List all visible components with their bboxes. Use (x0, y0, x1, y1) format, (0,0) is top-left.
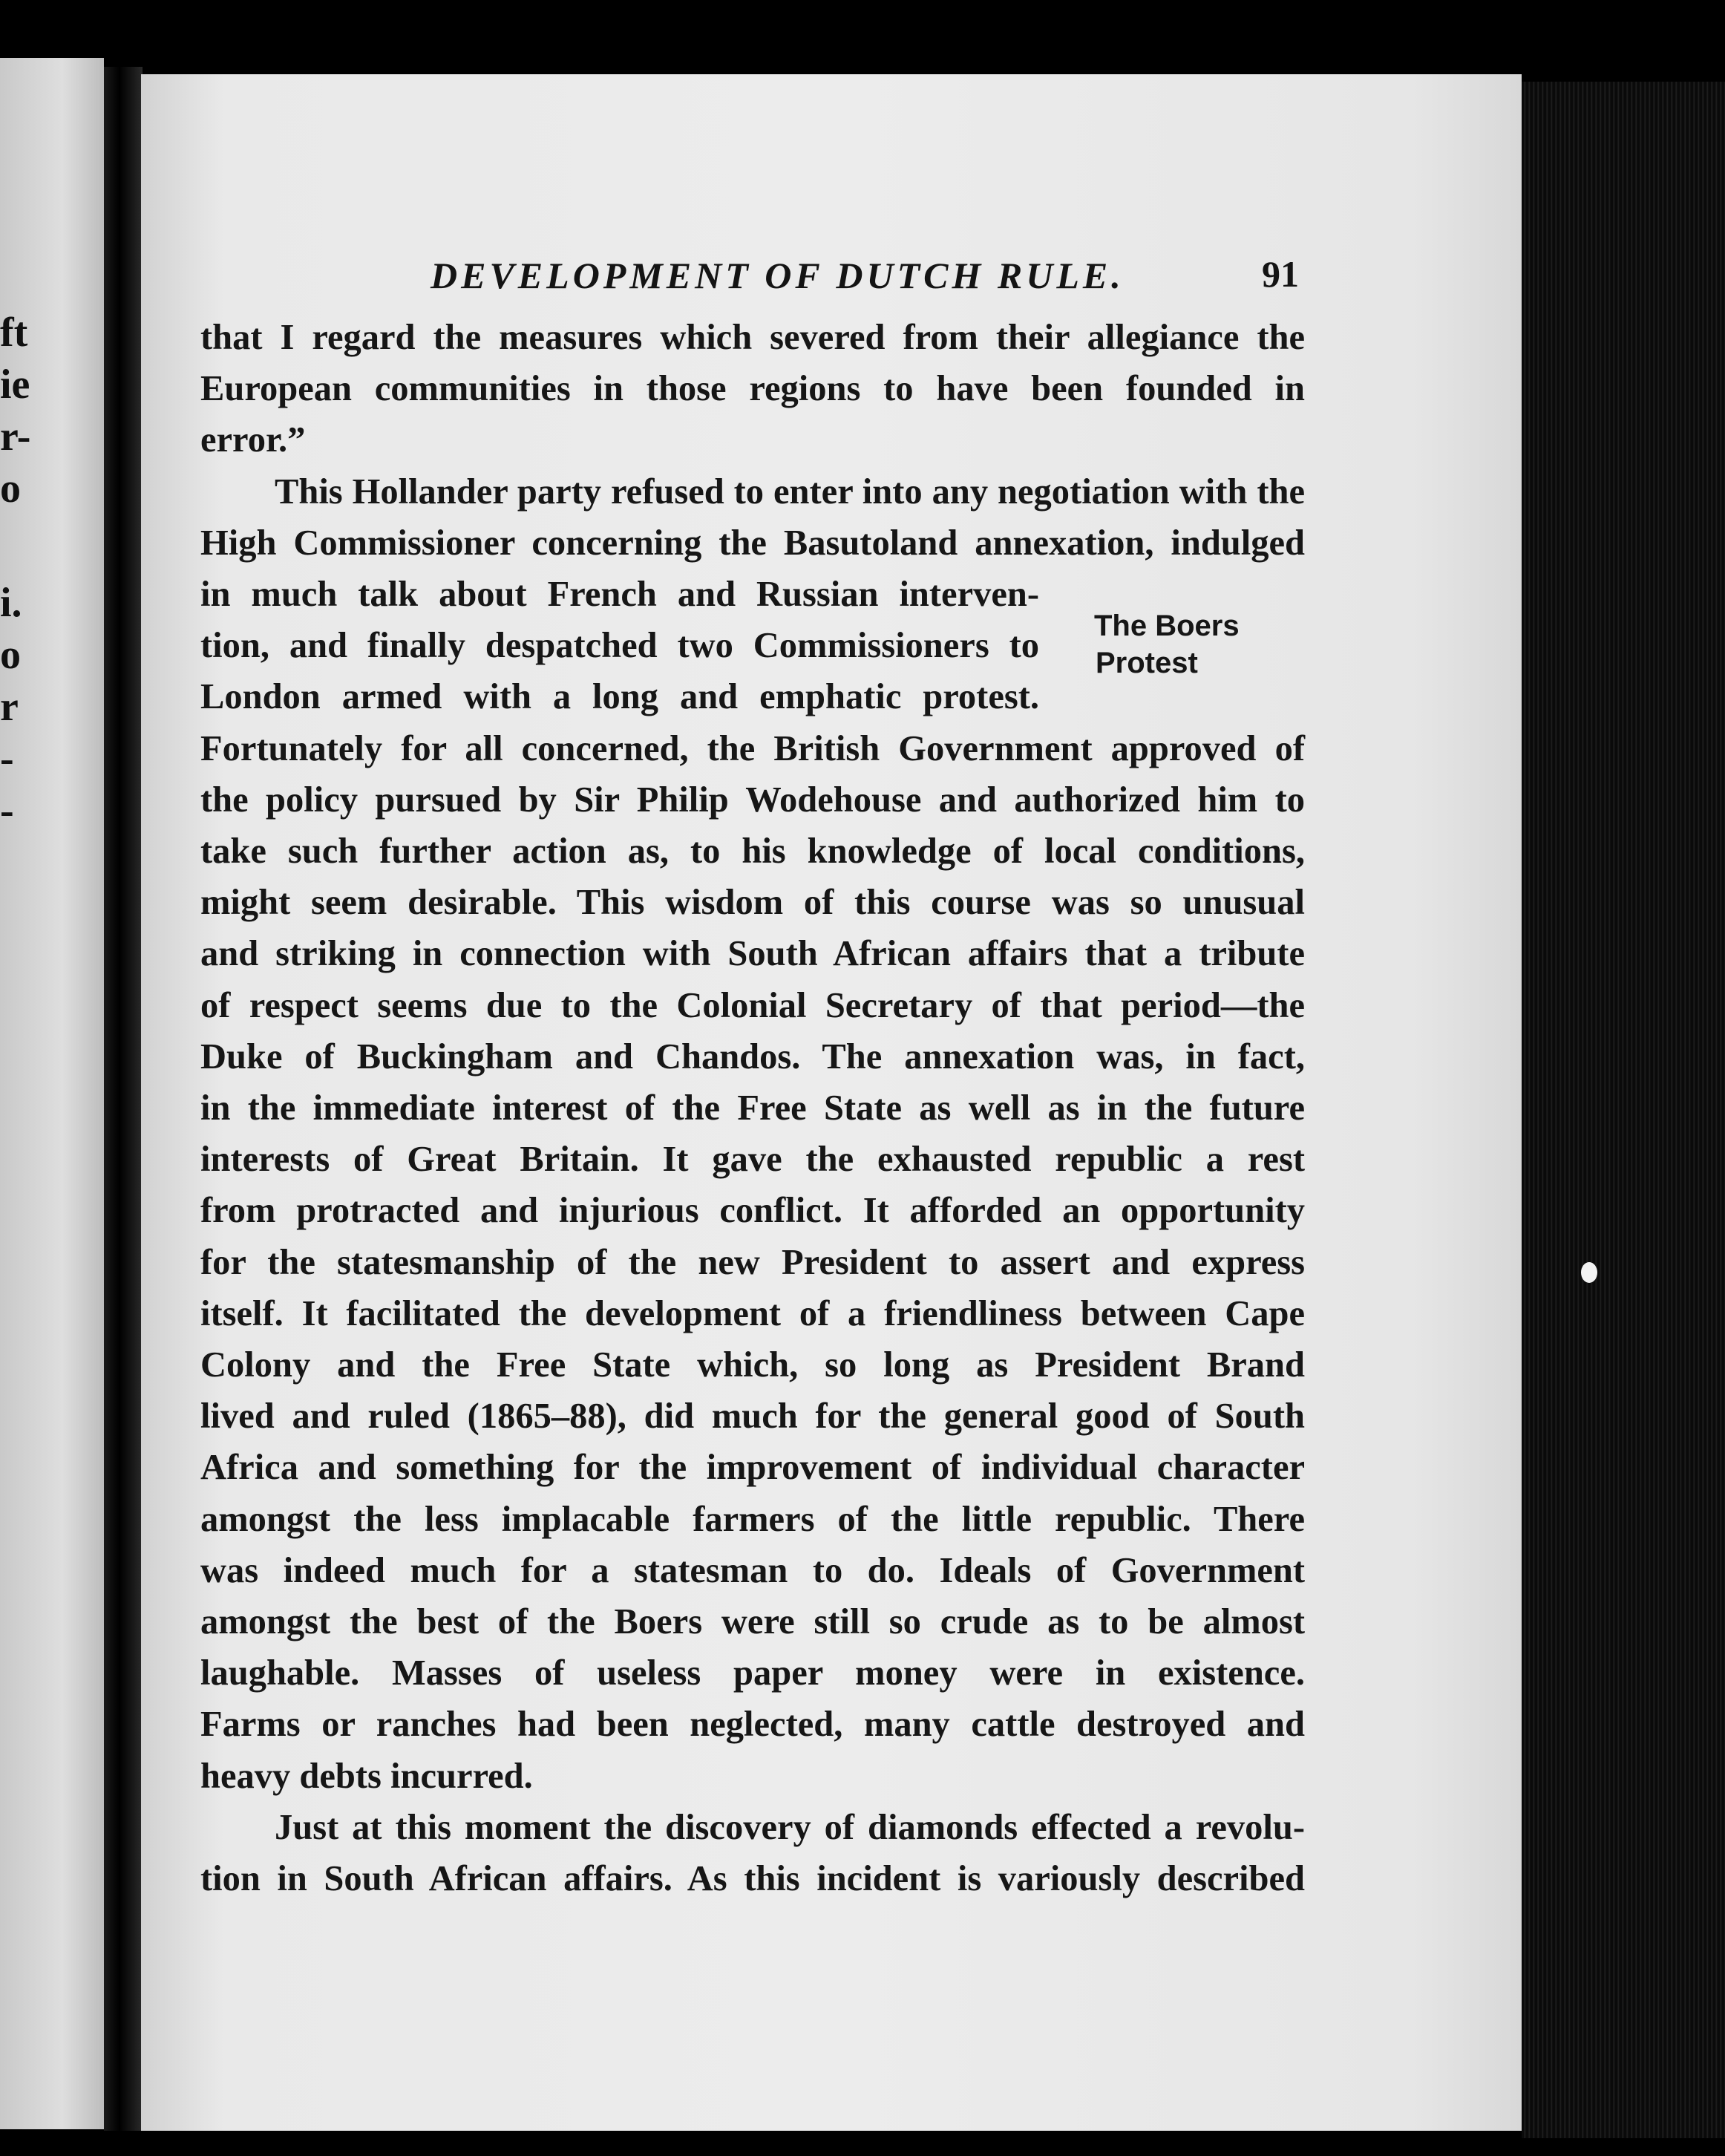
text-line: High Commissioner concerning the Basutoland annexation, indulged (200, 523, 1305, 563)
scan-speck (1581, 1262, 1597, 1283)
text-line: that I regard the measures which severed from their allegiance the (200, 318, 1305, 357)
text-line: Colony and the Free State which, so long as President Brand (200, 1345, 1305, 1385)
text-line: and striking in connection with South African affairs that a tribute (200, 934, 1305, 974)
text-line: Just at this moment the discovery of diamonds effected a revolu- (275, 1807, 1305, 1847)
text-line: from protracted and injurious conflict. It afforded an opportunity (200, 1191, 1305, 1231)
book-gutter (104, 67, 143, 2131)
text-line: This Hollander party refused to enter into any negotiation with the (275, 471, 1305, 512)
left-fragment: ft (0, 310, 28, 356)
left-fragment: r (0, 684, 19, 730)
text-line: Farms or ranches had been neglected, many cattle destroyed and (200, 1705, 1305, 1745)
text-line: tion in South African affairs. As this incident is variously described (200, 1859, 1305, 1899)
text-line: take such further action as, to his knowledge of local conditions, (200, 832, 1305, 872)
text-line: amongst the less implacable farmers of the little republic. There (200, 1499, 1305, 1539)
text-line: laughable. Masses of useless paper money were in existence. (200, 1653, 1305, 1693)
left-fragment: o (0, 466, 21, 512)
previous-page-edge (0, 58, 104, 2129)
running-title: DEVELOPMENT OF DUTCH RULE. (431, 255, 1125, 296)
text-line: Duke of Buckingham and Chandos. The annexation was, in fact, (200, 1036, 1305, 1077)
text-line: interests of Great Britain. It gave the exhausted republic a rest (200, 1140, 1305, 1180)
left-fragment: r- (0, 414, 31, 460)
text-line: Fortunately for all concerned, the British Government approved of (200, 728, 1305, 768)
text-line: Africa and something for the improvement of individual character (200, 1448, 1305, 1488)
page-number: 91 (1262, 253, 1299, 295)
text-line: London armed with a long and emphatic protest. (200, 677, 1039, 717)
left-fragment: ie (0, 362, 30, 408)
text-line: was indeed much for a statesman to do. Ideals of Government (200, 1550, 1305, 1590)
text-line: in the immediate interest of the Free State as well as in the future (200, 1088, 1305, 1128)
margin-note-line: Protest (1096, 647, 1198, 679)
margin-note-line: The Boers (1094, 610, 1240, 642)
text-line: the policy pursued by Sir Philip Wodehouse and authorized him to (200, 780, 1305, 820)
text-line: in much talk about French and Russian interven- (200, 575, 1039, 615)
body-text (200, 312, 1305, 1904)
text-line: might seem desirable. This wisdom of this course was so unusual (200, 883, 1305, 923)
text-line: lived and ruled (1865–88), did much for the general good of South (200, 1396, 1305, 1437)
text-line: tion, and finally despatched two Commissioners to (200, 626, 1039, 666)
text-line: of respect seems due to the Colonial Secretary of that period—the (200, 985, 1305, 1025)
left-fragment: - (0, 736, 14, 782)
left-fragment: o (0, 632, 21, 678)
left-fragment: - (0, 788, 14, 834)
text-line: error.” (200, 420, 306, 460)
text-line: amongst the best of the Boers were still so crude as to be almost (200, 1602, 1305, 1642)
text-line: heavy debts incurred. (200, 1756, 533, 1796)
text-line: itself. It facilitated the development of a friendliness between Cape (200, 1293, 1305, 1333)
text-line: European communities in those regions to have been founded in (200, 369, 1305, 409)
left-fragment: i. (0, 580, 22, 626)
text-line: for the statesmanship of the new President to assert and express (200, 1242, 1305, 1282)
page-edges (1522, 82, 1725, 2138)
